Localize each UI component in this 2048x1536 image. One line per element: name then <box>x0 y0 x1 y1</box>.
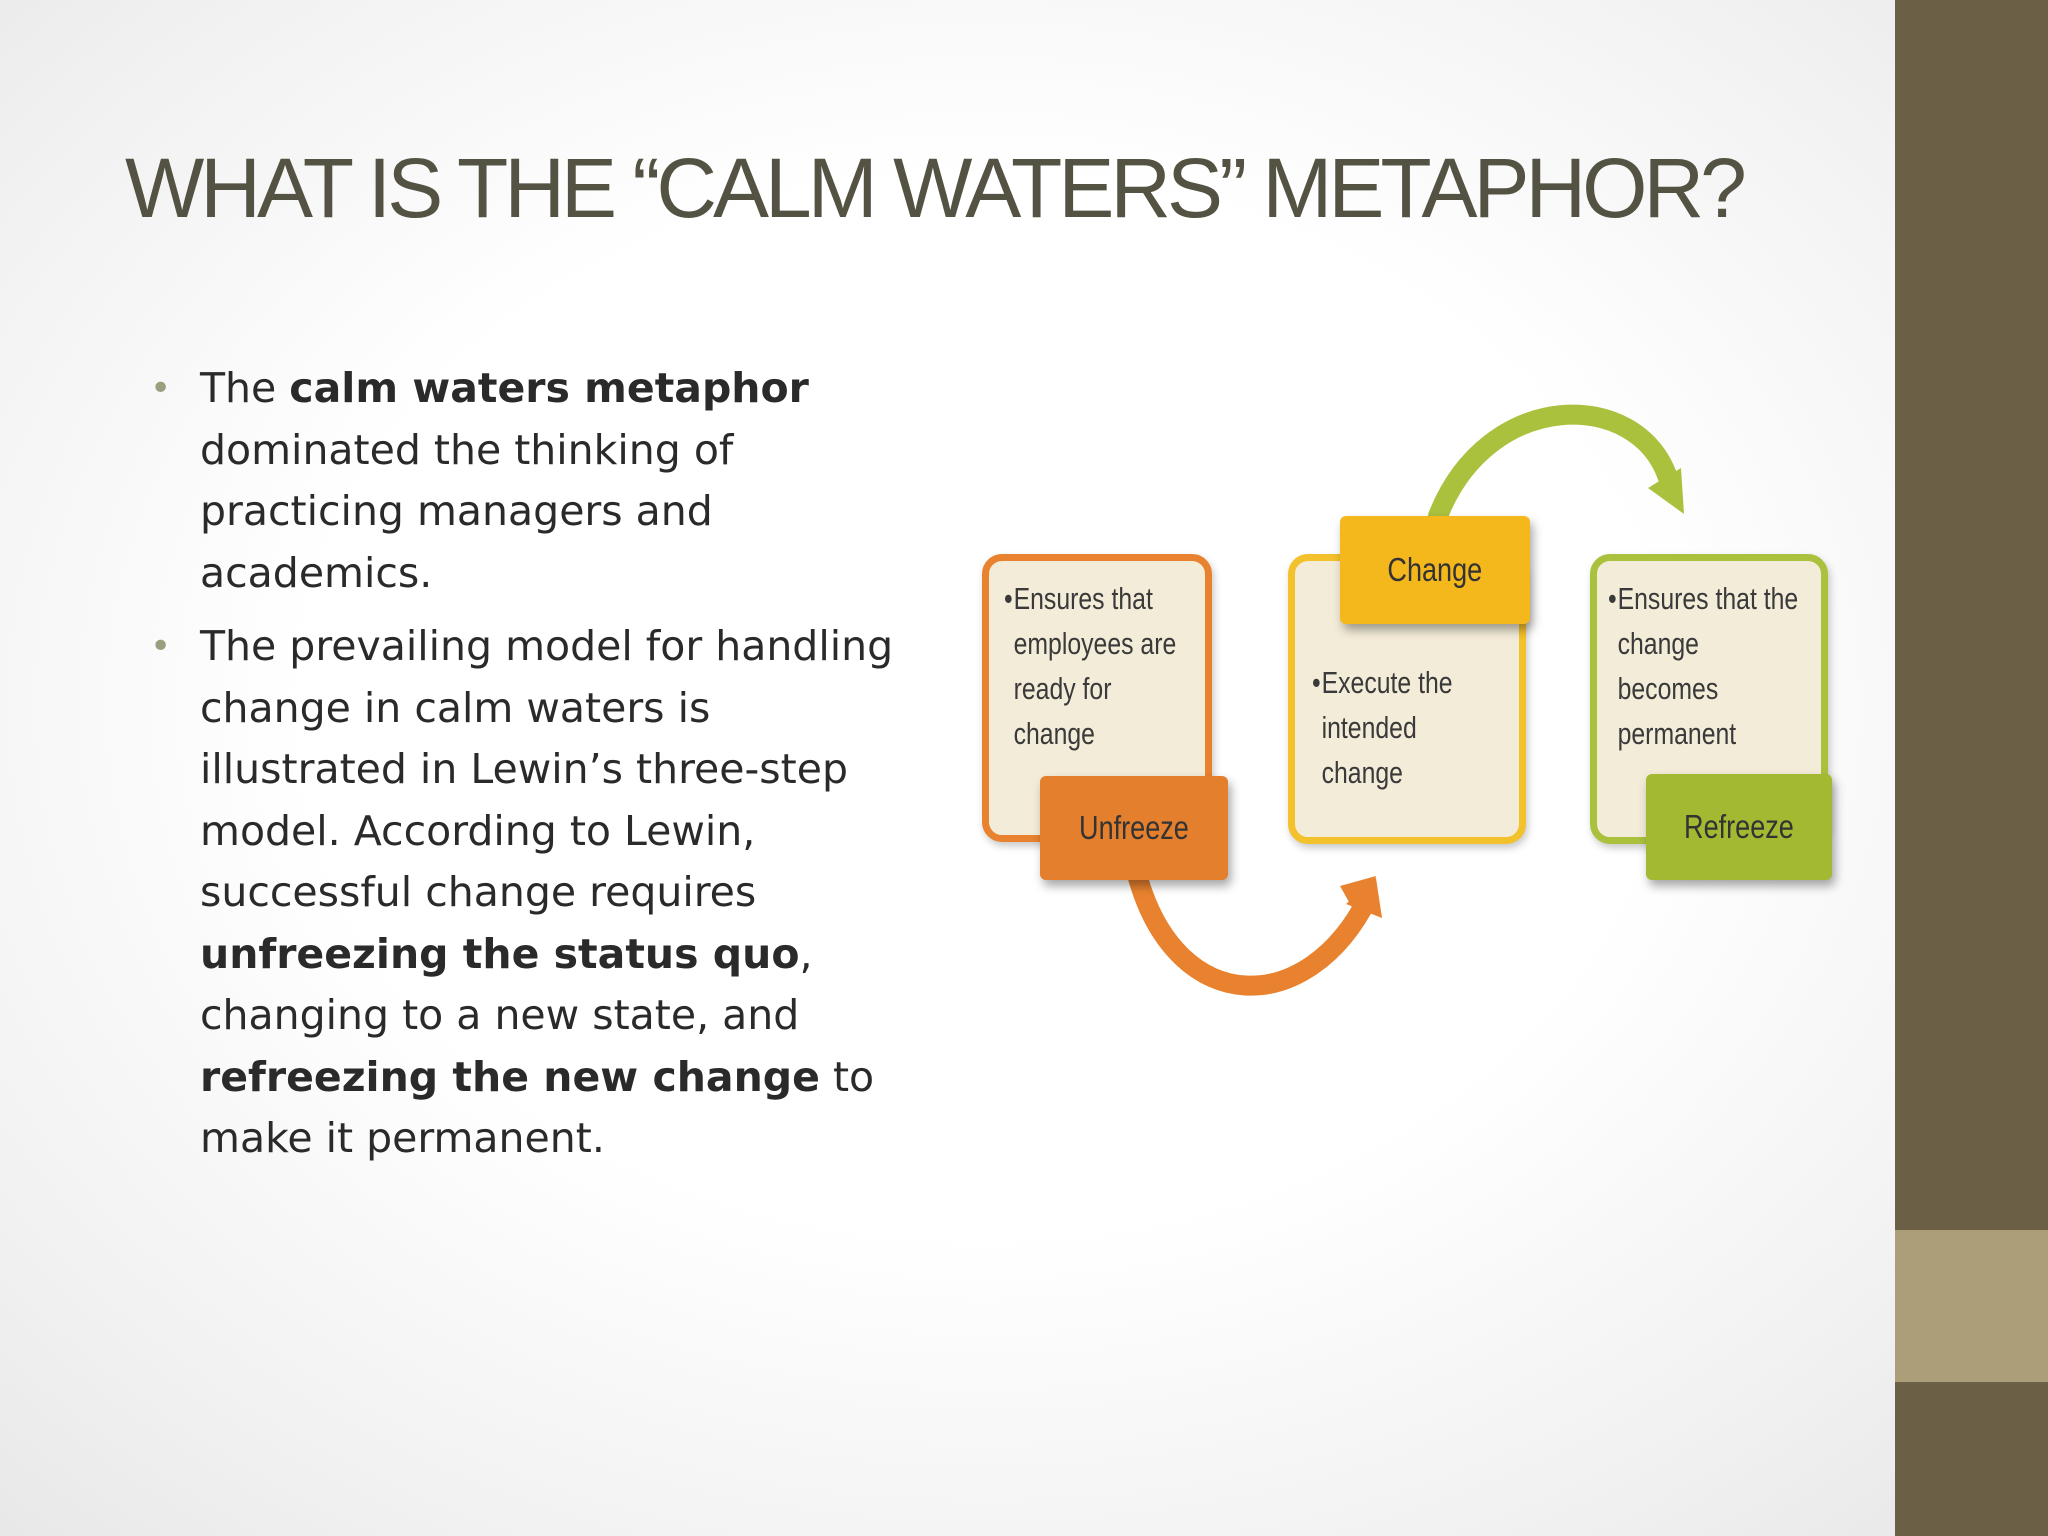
change-description: •Execute the intended change <box>1312 665 1453 790</box>
bullet-bold-text: refreezing the new change <box>200 1052 820 1101</box>
side-decor-accent <box>1895 1230 2048 1382</box>
refreeze-label: Refreeze <box>1646 774 1832 880</box>
bullet-item <box>148 358 908 604</box>
lewin-change-diagram <box>978 398 1860 998</box>
slide-title: WHAT IS THE “CALM WATERS” METAPHOR? <box>125 141 1743 235</box>
bullet-text: , changing to a new state, and <box>200 929 813 1039</box>
bullet-dot-icon: • <box>150 368 172 409</box>
bullet-item <box>148 616 908 1170</box>
bullet-list <box>148 358 908 1182</box>
bullet-dot-icon: • <box>150 626 172 667</box>
change-label: Change <box>1340 516 1530 624</box>
refreeze-description: •Ensures that the change becomes permanent <box>1608 581 1799 751</box>
bullet-bold-text: unfreezing the status quo <box>200 929 800 978</box>
change-to-refreeze-arrow <box>1438 415 1668 516</box>
bullet-bold-text: calm waters metaphor <box>289 364 809 412</box>
unfreeze-to-change-arrow <box>1138 878 1368 986</box>
bullet-text: dominated the thinking of practicing managers and academics. <box>200 425 734 597</box>
bullet-text: to make it permanent. <box>200 1052 875 1162</box>
unfreeze-description: •Ensures that employees are ready for change <box>1004 581 1177 751</box>
bullet-text: The <box>200 364 290 412</box>
unfreeze-label: Unfreeze <box>1040 776 1228 880</box>
bullet-text: The prevailing model for handling change in calm waters is illustrated in Lewin’s three-step model. According to Lewin, successful change requires <box>200 622 894 916</box>
